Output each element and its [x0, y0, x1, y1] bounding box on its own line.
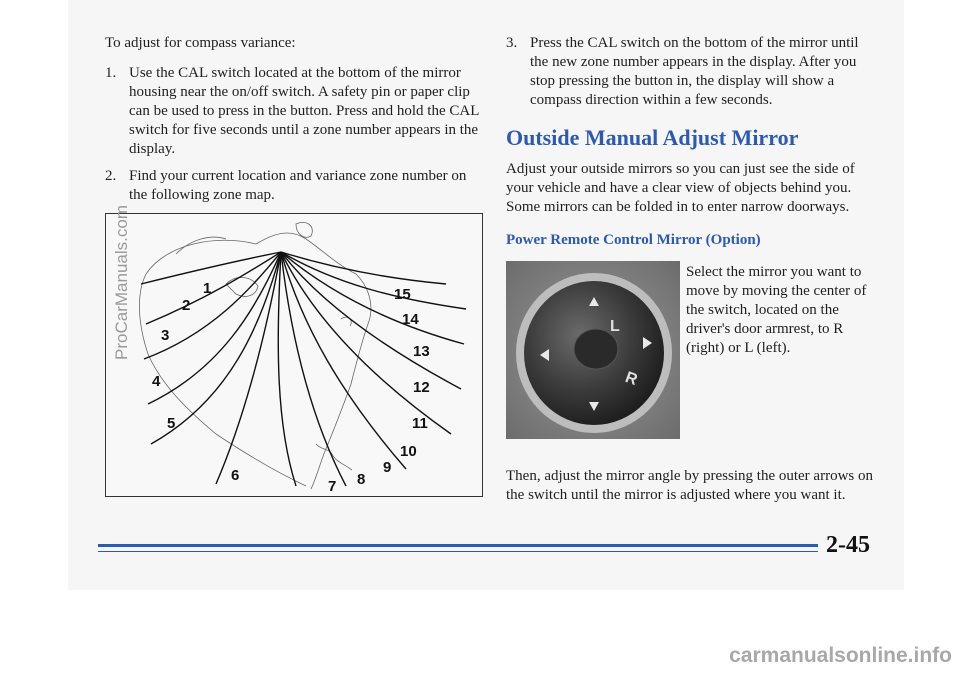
left-column — [105, 34, 480, 213]
step-number: 1. — [105, 65, 117, 81]
zone-label: 5 — [167, 415, 176, 432]
zone-label: 15 — [394, 286, 411, 303]
zone-map-graphic — [106, 214, 482, 496]
step-1 — [105, 64, 480, 159]
after-text: Then, adjust the mirror angle by pressing the outer arrows on the switch until the mirror is adjusted where you want it. — [506, 468, 873, 503]
continent-outline — [139, 222, 370, 489]
page-number: 2-45 — [826, 532, 870, 558]
bottom-watermark: carmanualsonline.info — [729, 644, 952, 667]
zone-label: 7 — [328, 478, 337, 495]
switch-label-r: R — [622, 369, 640, 389]
side-watermark: ProCarManuals.com — [112, 205, 131, 360]
step-2 — [105, 167, 480, 205]
zone-label: 13 — [413, 343, 430, 360]
footer-rule-thin — [98, 551, 818, 552]
footer-rule — [98, 544, 818, 547]
right-column — [506, 34, 878, 505]
zone-label: 2 — [182, 297, 191, 314]
photo-caption: Select the mirror you want to move by moving the center of the switch, located on the driver's door armrest, to R (right) or L (left). — [686, 264, 867, 356]
zone-label: 8 — [357, 471, 366, 488]
subsection-title: Power Remote Control Mirror (Option) — [506, 232, 761, 248]
mirror-switch-photo — [506, 261, 680, 439]
zone-label: 1 — [203, 280, 212, 297]
zone-lines — [141, 252, 466, 486]
zone-label: 11 — [412, 415, 428, 432]
section-title: Outside Manual Adjust Mirror — [506, 125, 799, 150]
intro-text: To adjust for compass variance: — [105, 35, 296, 51]
zone-label: 3 — [161, 327, 170, 344]
mirror-switch-figure — [506, 261, 878, 441]
zone-label: 9 — [383, 459, 392, 476]
step-number: 2. — [105, 168, 117, 184]
center-selector — [574, 329, 618, 369]
zone-label: 6 — [231, 467, 240, 484]
step-text: Press the CAL switch on the bottom of the mirror until the new zone number appears in the display. After you stop pressing the button in, the display will show a compass direction within a few seconds. — [530, 35, 859, 108]
zone-label: 12 — [413, 379, 430, 396]
step-text: Use the CAL switch located at the bottom of the mirror housing near the on/off switch. A safety pin or paper clip can be used to press in the button. Press and hold the CAL switch for five seconds until a zone number appears in the display. — [129, 65, 479, 157]
step-text: Find your current location and variance zone number on the following zone map. — [129, 168, 467, 203]
zone-label: 14 — [402, 311, 419, 328]
zone-map — [105, 213, 483, 497]
step-3 — [506, 34, 878, 110]
zone-label: 4 — [152, 373, 161, 390]
section-text: Adjust your outside mirrors so you can just see the side of your vehicle and have a clear view of objects behind you. Some mirrors can be folded in to enter narrow doorways. — [506, 161, 855, 215]
switch-label-l: L — [610, 318, 620, 335]
zone-label: 10 — [400, 443, 417, 460]
step-number: 3. — [506, 35, 518, 51]
